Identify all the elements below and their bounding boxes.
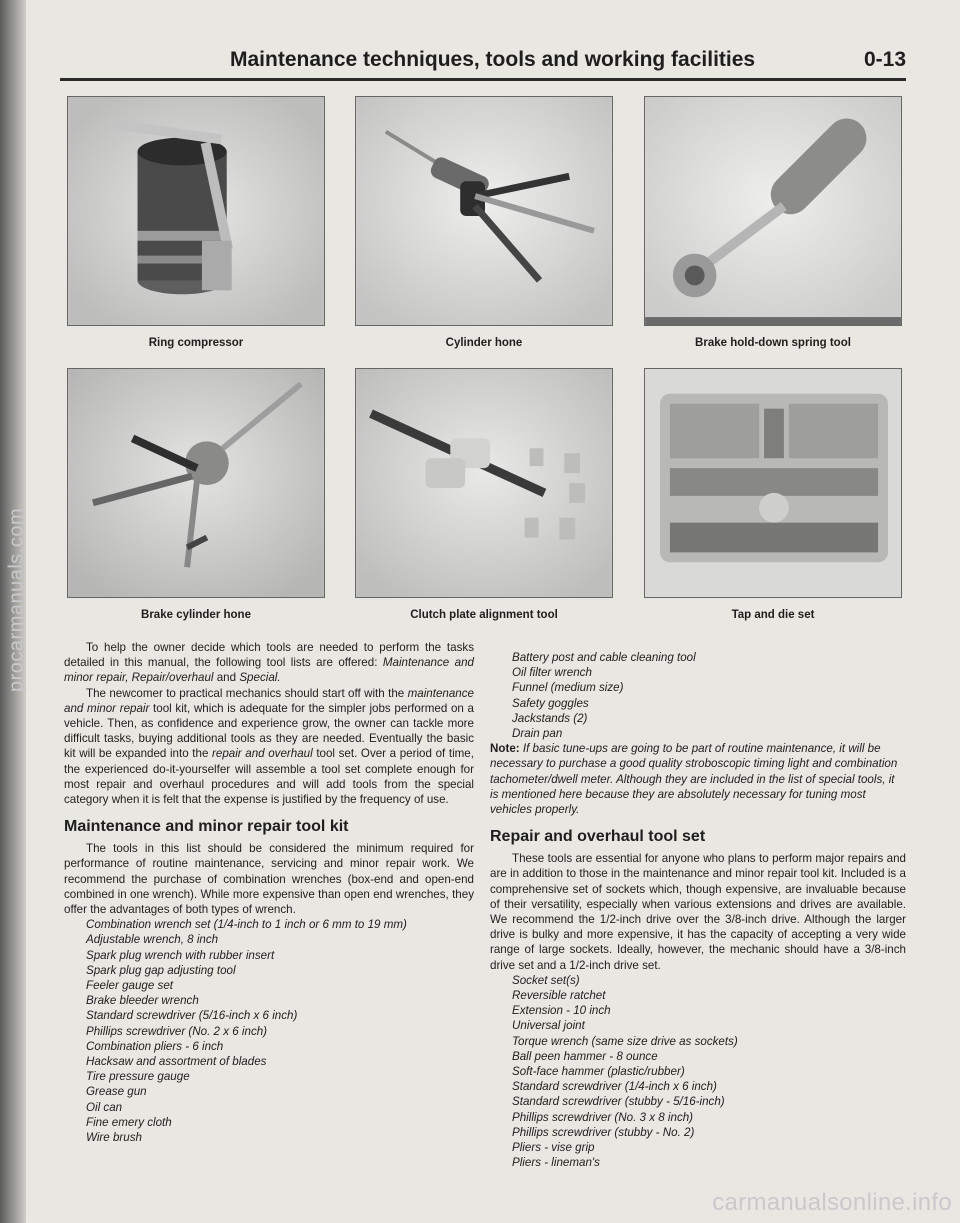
list-item: Oil filter wrench <box>512 666 592 680</box>
list-item: Fine emery cloth <box>86 1115 172 1129</box>
list-item: Standard screwdriver (5/16-inch x 6 inch) <box>86 1009 298 1023</box>
section-heading: Maintenance and minor repair tool kit <box>64 818 349 836</box>
ring-compressor-photo <box>67 96 325 326</box>
note-paragraph: Note: If basic tune-ups are going to be part of routine maintenance, it will be necessary to purchase a good quality stroboscopic timing light and combination tachometer/dwell meter. Although they are included in the list of special tools, it is mentioned here because they are absolutely necessary for tuning most vehicles properly. <box>490 742 898 817</box>
intro-paragraph: To help the owner decide which tools are needed to perform the tasks detailed in this manual, the following tool lists are offered: Maintenance and minor repair, Repair/overhaul and Special. <box>64 641 475 685</box>
list-item: Spark plug wrench with rubber insert <box>86 948 275 962</box>
list-item: Drain pan <box>512 727 563 741</box>
list-item: Universal joint <box>512 1019 585 1033</box>
list-item: Battery post and cable cleaning tool <box>512 651 696 664</box>
list-item: Soft-face hammer (plastic/rubber) <box>512 1065 685 1079</box>
list-item: Spark plug gap adjusting tool <box>86 963 236 977</box>
cylinder-hone-photo <box>355 96 613 326</box>
list-item: Safety goggles <box>512 696 589 710</box>
bottom-watermark: carmanualsonline.info <box>712 1189 952 1216</box>
list-item: Tire pressure gauge <box>86 1070 190 1084</box>
list-item: Socket set(s) <box>512 973 580 987</box>
list-item: Grease gun <box>86 1085 147 1099</box>
tool-list <box>490 650 906 741</box>
list-item: Oil can <box>86 1100 123 1114</box>
list-item: Phillips screwdriver (stubby - No. 2) <box>512 1125 695 1139</box>
list-item: Combination pliers - 6 inch <box>86 1039 224 1053</box>
page-number: 0-13 <box>863 48 906 71</box>
list-item: Phillips screwdriver (No. 2 x 6 inch) <box>86 1024 268 1038</box>
section-heading: Repair and overhaul tool set <box>490 828 706 846</box>
list-item: Brake bleeder wrench <box>86 994 199 1008</box>
brake-cylinder-hone-photo <box>67 368 325 598</box>
header-rule <box>60 78 906 81</box>
side-watermark: procarmanuals.com <box>5 507 28 693</box>
tool-list <box>490 973 906 1171</box>
tool-list <box>64 917 474 1145</box>
right-text-column <box>490 650 906 1171</box>
tap-and-die-set-photo <box>644 368 902 598</box>
list-item: Standard screwdriver (stubby - 5/16-inch) <box>512 1095 725 1109</box>
list-item: Hacksaw and assortment of blades <box>86 1055 267 1069</box>
list-item: Phillips screwdriver (No. 3 x 8 inch) <box>512 1110 694 1124</box>
figure-caption: Ring compressor <box>148 337 244 349</box>
list-item: Jackstands (2) <box>512 711 588 725</box>
list-item: Combination wrench set (1/4-inch to 1 inch or 6 mm to 19 mm) <box>86 918 407 932</box>
set-intro-paragraph: These tools are essential for anyone who plans to perform major repairs and are in addition to those in the maintenance and minor repair tool kit. Included is a comprehensive set of sockets which, though expensive, are invaluable because of their versatility, especially when various extensions and drives are available. We recommend the 1/2-inch drive over the 3/8-inch drive. Although the larger drive is bulky and more expensive, it has the capacity of accepting a very wide range of large sockets. Ideally, however, the mechanic should have a 3/8-inch drive set and a 1/2-inch drive set. <box>490 852 906 972</box>
figure-caption: Brake hold-down spring tool <box>695 337 851 349</box>
list-item: Funnel (medium size) <box>512 681 624 695</box>
list-item: Adjustable wrench, 8 inch <box>86 933 219 947</box>
figure-caption: Tap and die set <box>731 609 815 621</box>
figure-caption: Brake cylinder hone <box>141 609 251 621</box>
page-title: Maintenance techniques, tools and working facilities <box>230 48 756 71</box>
newcomer-paragraph: The newcomer to practical mechanics should start off with the maintenance and minor repair tool kit, which is adequate for the simpler jobs performed on a vehicle. Then, as confidence and experience grow, the owner can tackle more difficult tasks, buying additional tools as they are needed. Eventually the basic kit will be expanded into the repair and overhaul tool set. Over a period of time, the experienced do-it-yourselfer will assemble a tool set complete enough for most repair and overhaul procedures and will add tools from the special category when it is felt that the expense is justified by the frequency of use. <box>64 686 474 807</box>
list-item: Pliers - lineman's <box>512 1156 600 1170</box>
kit-intro-paragraph: The tools in this list should be considered the minimum required for performance of routine maintenance, servicing and minor repair work. We recommend the purchase of combination wrenches (box-end and open-end combined in one wrench). While more expensive than open end wrenches, they offer the advantages of both types of wrench. <box>64 842 474 917</box>
list-item: Pliers - vise grip <box>512 1141 595 1155</box>
list-item: Ball peen hammer - 8 ounce <box>512 1049 658 1063</box>
list-item: Standard screwdriver (1/4-inch x 6 inch) <box>512 1080 717 1094</box>
page-header <box>60 44 906 76</box>
list-item: Extension - 10 inch <box>512 1004 611 1018</box>
figure-caption: Cylinder hone <box>445 337 523 349</box>
left-text-column <box>64 640 474 1145</box>
figure-caption: Clutch plate alignment tool <box>410 609 558 621</box>
clutch-plate-alignment-tool-photo <box>355 368 613 598</box>
note-label: Note: <box>490 742 520 756</box>
list-item: Wire brush <box>86 1131 142 1145</box>
list-item: Reversible ratchet <box>512 989 606 1003</box>
list-item: Feeler gauge set <box>86 979 174 993</box>
list-item: Torque wrench (same size drive as sockets) <box>512 1034 738 1048</box>
brake-hold-down-spring-tool-photo <box>644 96 902 326</box>
